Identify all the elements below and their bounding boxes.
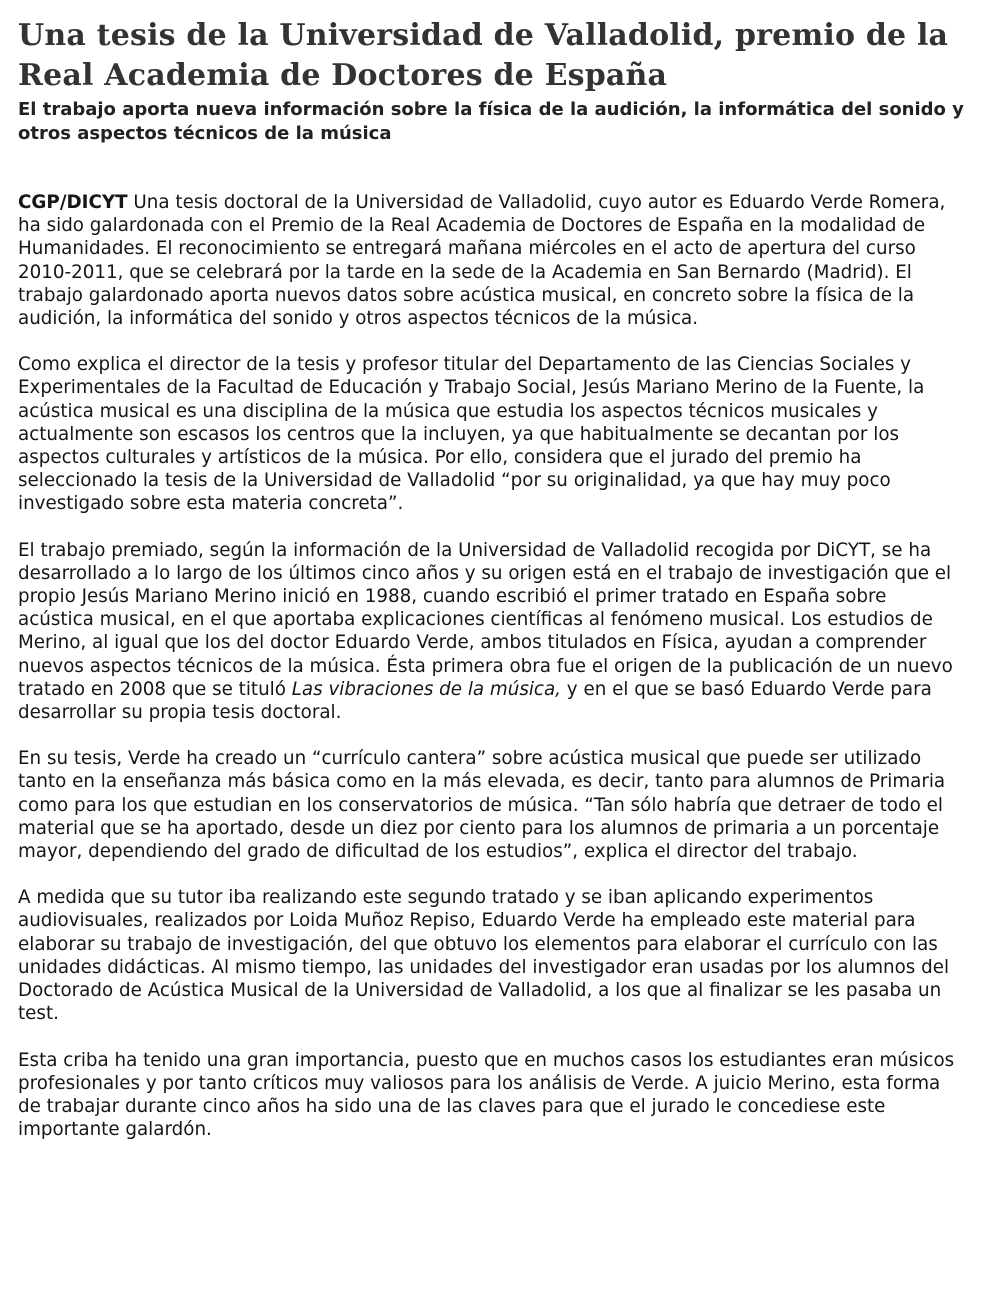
paragraph-1 <box>18 191 968 330</box>
paragraph-3-text-b: y en el que se basó Eduardo Verde para desarrollar su propia tesis doctoral. <box>18 678 932 724</box>
paragraph-3-text-a: El trabajo premiado, según la información de la Universidad de Valladolid recogida por DiCYT, se ha desarrollado a lo largo de los últimos cinco años y su origen está en el trabajo de investigación que el propio Jesús Mariano Merino inició en 1988, cuando escribió el primer tratado en España sobre acústica musical, en el que aportaba explicaciones científicas al fenómeno musical. Los estudios de Merino, al igual que los del doctor Eduardo Verde, ambos titulados en Física, ayudan a comprender nuevos aspectos técnicos de la música. Ésta primera obra fue el origen de la publicación de un nuevo tratado en 2008 que se tituló <box>18 539 953 700</box>
paragraph-6: Esta criba ha tenido una gran importancia, puesto que en muchos casos los estudiantes eran músicos profesionales y por tanto críticos muy valiosos para los análisis de Verde. A juicio Merino, esta forma de trabajar durante cinco años ha sido una de las claves para que el jurado le concediese este importante galardón. <box>18 1049 955 1141</box>
article <box>18 16 968 1164</box>
article-subtitle: El trabajo aporta nueva información sobre la física de la audición, la informática del sonido y otros aspectos técnicos de la música <box>18 99 964 144</box>
paragraph-1-text: Una tesis doctoral de la Universidad de Valladolid, cuyo autor es Eduardo Verde Romera, ha sido galardonada con el Premio de la Real Academia de Doctores de España en la modalidad de Humanidades. El reconocimiento se entregará mañana miércoles en el acto de apertura del curso 2010-2011, que se celebrará por la tarde en la sede de la Academia en San Bernardo (Madrid). El trabajo galardonado aporta nuevos datos sobre acústica musical, en concreto sobre la física de la audición, la informática del sonido y otros aspectos técnicos de la música. <box>18 192 946 330</box>
paragraph-4: En su tesis, Verde ha creado un “currículo cantera” sobre acústica musical que puede ser utilizado tanto en la enseñanza más básica como en la más elevada, es decir, tanto para alumnos de Primaria como para los que estudian en los conservatorios de música. “Tan sólo habría que detraer de todo el material que se ha aportado, desde un diez por ciento para los alumnos de primaria a un porcentaje mayor, dependiendo del grado de dificultad de los estudios”, explica el director del trabajo. <box>18 748 946 863</box>
source-tag: CGP/DICYT <box>18 192 128 213</box>
paragraph-5: A medida que su tutor iba realizando este segundo tratado y se iban aplicando experimentos audiovisuales, realizados por Loida Muñoz Repiso, Eduardo Verde ha empleado este material para elaborar su trabajo de investigación, del que obtuvo los elementos para elaborar el currículo con las unidades didácticas. Al mismo tiempo, las unidades del investigador eran usadas por los alumnos del Doctorado de Acústica Musical de la Universidad de Valladolid, a los que al finalizar se les pasaba un test. <box>18 887 950 1025</box>
paragraph-3 <box>18 539 968 725</box>
paragraph-2: Como explica el director de la tesis y profesor titular del Departamento de las Ciencias Sociales y Experimentales de la Facultad de Educación y Trabajo Social, Jesús Mariano Merino de la Fuente, la acústica musical es una disciplina de la música que estudia los aspectos técnicos musicales y actualmente son escasos los centros que la incluyen, ya que habitualmente se decantan por los aspectos culturales y artísticos de la música. Por ello, considera que el jurado del premio ha seleccionado la tesis de la Universidad de Valladolid “por su originalidad, ya que hay muy poco investigado sobre esta materia concreta”. <box>18 354 925 515</box>
book-title: Las vibraciones de la música, <box>291 678 561 700</box>
article-title: Una tesis de la Universidad de Valladolid, premio de la Real Academia de Doctores de España <box>18 18 949 93</box>
